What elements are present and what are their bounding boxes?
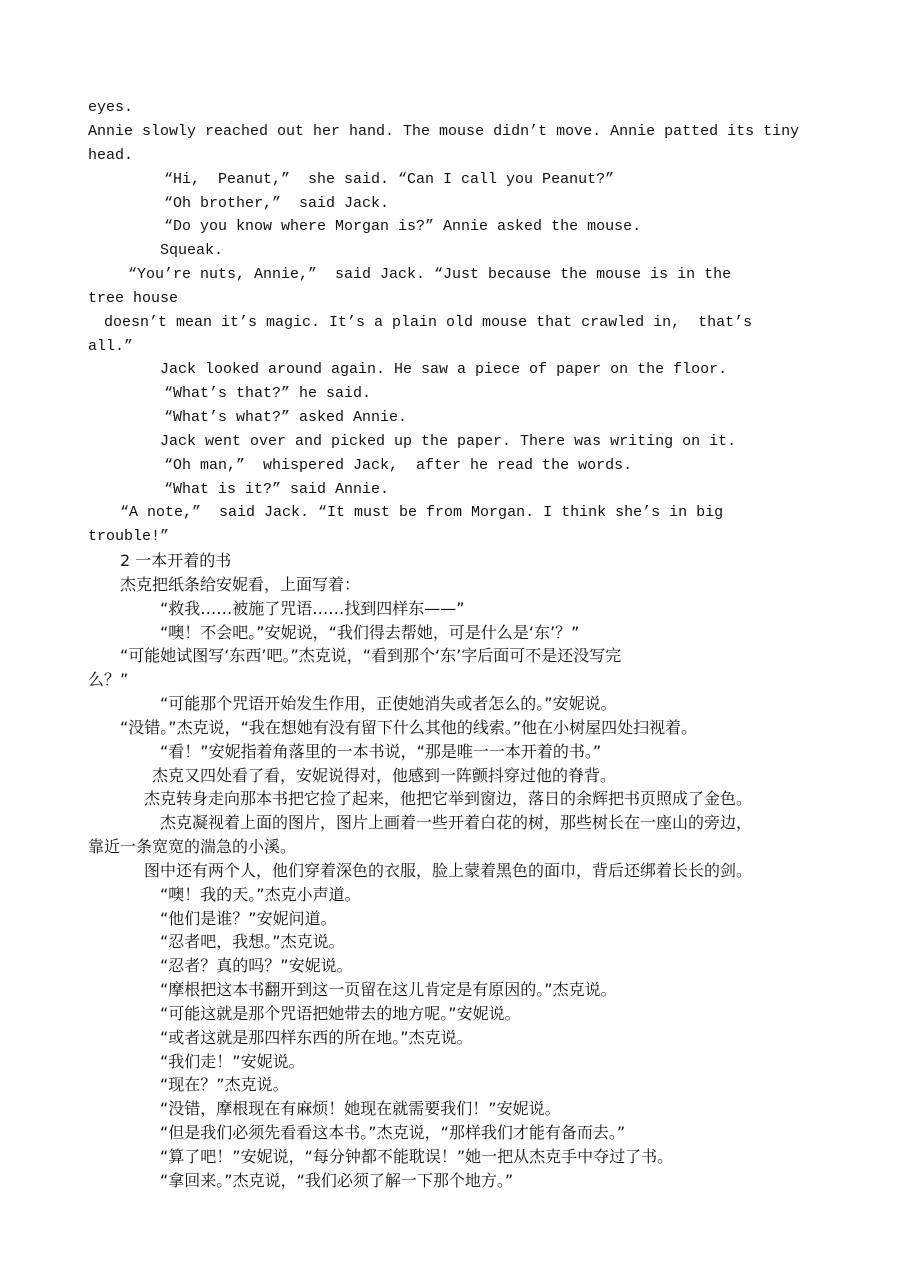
text-line: “他们是谁？”安妮问道。 <box>160 909 337 928</box>
text-line: Jack went over and picked up the paper. There was writing on it. <box>160 433 737 450</box>
text-line: “可能这就是那个咒语把她带去的地方呢。”安妮说。 <box>160 1004 521 1023</box>
text-line: 么？” <box>88 670 129 689</box>
text-line: “忍者？真的吗？”安妮说。 <box>160 956 353 975</box>
text-line: 杰克凝视着上面的图片，图片上画着一些开着白花的树，那些树长在一座山的旁边， <box>160 813 753 832</box>
text-line: “Oh man,” whispered Jack, after he read the words. <box>164 457 633 474</box>
text-line: “You’re nuts, Annie,” said Jack. “Just because the mouse is in the <box>128 266 732 283</box>
text-line: head. <box>88 147 134 164</box>
text-line: “噢！我的天。”杰克小声道。 <box>160 885 361 904</box>
text-line: “算了吧！”安妮说，“每分钟都不能耽误！”她一把从杰克手中夺过了书。 <box>160 1147 674 1166</box>
text-line: “但是我们必须先看看这本书。”杰克说，“那样我们才能有备而去。” <box>160 1123 626 1142</box>
text-line: “忍者吧，我想。”杰克说。 <box>160 932 345 951</box>
text-line: “可能那个咒语开始发生作用，正使她消失或者怎么的。”安妮说。 <box>160 694 617 713</box>
text-line: “A note,” said Jack. “It must be from Morgan. I think she’s in big <box>120 504 724 521</box>
text-line: trouble!” <box>88 528 170 545</box>
text-line: “Hi, Peanut,” she said. “Can I call you Peanut?” <box>164 171 615 188</box>
text-line: 杰克转身走向那本书把它捡了起来，他把它举到窗边，落日的余辉把书页照成了金色。 <box>144 789 753 808</box>
text-line: “What’s what?” asked Annie. <box>164 409 408 426</box>
text-line: 靠近一条宽宽的湍急的小溪。 <box>88 837 297 856</box>
text-line: Squeak. <box>160 242 224 259</box>
text-line: “我们走！”安妮说。 <box>160 1052 305 1071</box>
text-line: “看！”安妮指着角落里的一本书说，“那是唯一一本开着的书。” <box>160 742 602 761</box>
text-line: “What is it?” said Annie. <box>164 481 390 498</box>
chapter-heading: 2 一本开着的书 <box>120 551 232 570</box>
text-line: “救我……被施了咒语……找到四样东——” <box>160 599 465 618</box>
text-line: 杰克又四处看了看，安妮说得对，他感到一阵颤抖穿过他的脊背。 <box>152 766 617 785</box>
text-line: “Oh brother,” said Jack. <box>164 195 390 212</box>
text-line: “噢！不会吧。”安妮说，“我们得去帮她，可是什么是‘东’？” <box>160 623 580 642</box>
text-line: “拿回来。”杰克说，“我们必须了解一下那个地方。” <box>160 1171 514 1190</box>
text-line: “或者这就是那四样东西的所在地。”杰克说。 <box>160 1028 473 1047</box>
text-line: all.” <box>88 338 134 355</box>
text-line: 杰克把纸条给安妮看，上面写着： <box>120 575 361 594</box>
text-line: “现在？”杰克说。 <box>160 1075 289 1094</box>
text-line: “没错。”杰克说，“我在想她有没有留下什么其他的线索。”他在小树屋四处扫视着。 <box>120 718 698 737</box>
text-line: 图中还有两个人，他们穿着深色的衣服，脸上蒙着黑色的面巾，背后还绑着长长的剑。 <box>144 861 753 880</box>
text-line: “What’s that?” he said. <box>164 385 372 402</box>
text-line: “摩根把这本书翻开到这一页留在这儿肯定是有原因的。”杰克说。 <box>160 980 617 999</box>
text-line: tree house <box>88 290 179 307</box>
text-line: “没错，摩根现在有麻烦！她现在就需要我们！”安妮说。 <box>160 1099 561 1118</box>
text-line: eyes. <box>88 99 134 116</box>
text-line: “可能她试图写‘东西’吧。”杰克说，“看到那个‘东’字后面可不是还没写完 <box>120 646 622 665</box>
text-line: “Do you know where Morgan is?” Annie asked the mouse. <box>164 218 642 235</box>
text-line: Annie slowly reached out her hand. The mouse didn’t move. Annie patted its tiny <box>88 123 800 140</box>
text-line: doesn’t mean it’s magic. It’s a plain old mouse that crawled in, that’s <box>104 314 753 331</box>
text-line: Jack looked around again. He saw a piece of paper on the floor. <box>160 361 728 378</box>
